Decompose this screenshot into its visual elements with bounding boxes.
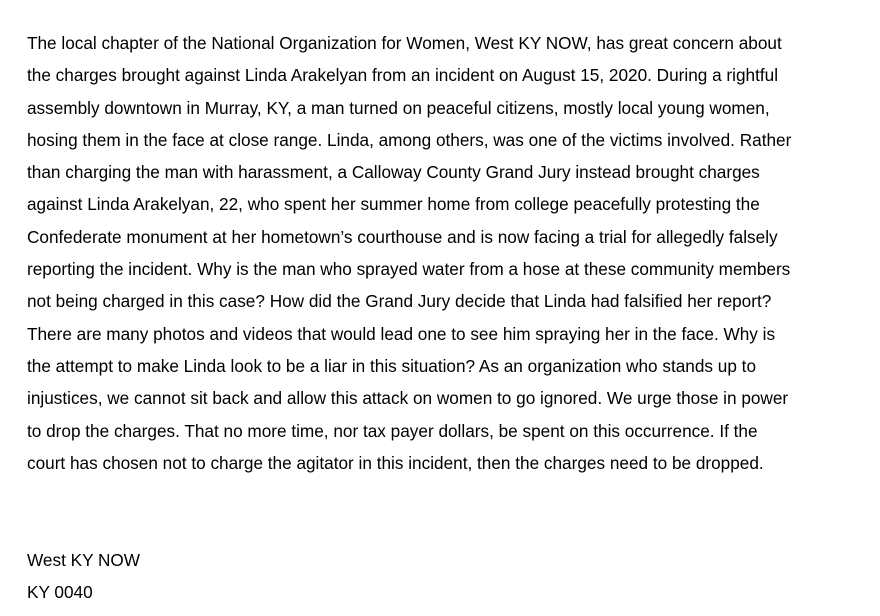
body-line: the charges brought against Linda Arakelyan from an incident on August 15, 2020. During a rightful: [27, 65, 779, 86]
letter-body: [27, 27, 791, 479]
signature-code: KY 0040: [27, 582, 93, 603]
body-line: to drop the charges. That no more time, nor tax payer dollars, be spent on this occurrence. If the: [27, 420, 758, 441]
body-line: than charging the man with harassment, a Calloway County Grand Jury instead brought charges: [27, 162, 760, 183]
body-line: reporting the incident. Why is the man who sprayed water from a hose at these community members: [27, 259, 791, 280]
body-line: The local chapter of the National Organization for Women, West KY NOW, has great concern about: [27, 33, 782, 53]
signature-block: [27, 544, 140, 609]
body-line: the attempt to make Linda look to be a liar in this situation? As an organization who stands up to: [27, 355, 757, 376]
signature-organization: West KY NOW: [27, 550, 141, 570]
body-line: injustices, we cannot sit back and allow this attack on women to go ignored. We urge those in power: [27, 388, 789, 409]
body-line: hosing them in the face at close range. Linda, among others, was one of the victims involved. Rather: [27, 129, 792, 150]
body-line: not being charged in this case? How did the Grand Jury decide that Linda had falsified her report?: [27, 291, 772, 312]
body-line: assembly downtown in Murray, KY, a man turned on peaceful citizens, mostly local young women,: [27, 97, 770, 118]
body-line: Confederate monument at her hometown’s courthouse and is now facing a trial for allegedly falsely: [27, 226, 778, 247]
body-line: court has chosen not to charge the agitator in this incident, then the charges need to be dropped.: [27, 452, 764, 473]
body-line: against Linda Arakelyan, 22, who spent her summer home from college peacefully protesting the: [27, 194, 760, 215]
body-line: There are many photos and videos that would lead one to see him spraying her in the face. Why is: [27, 323, 776, 344]
